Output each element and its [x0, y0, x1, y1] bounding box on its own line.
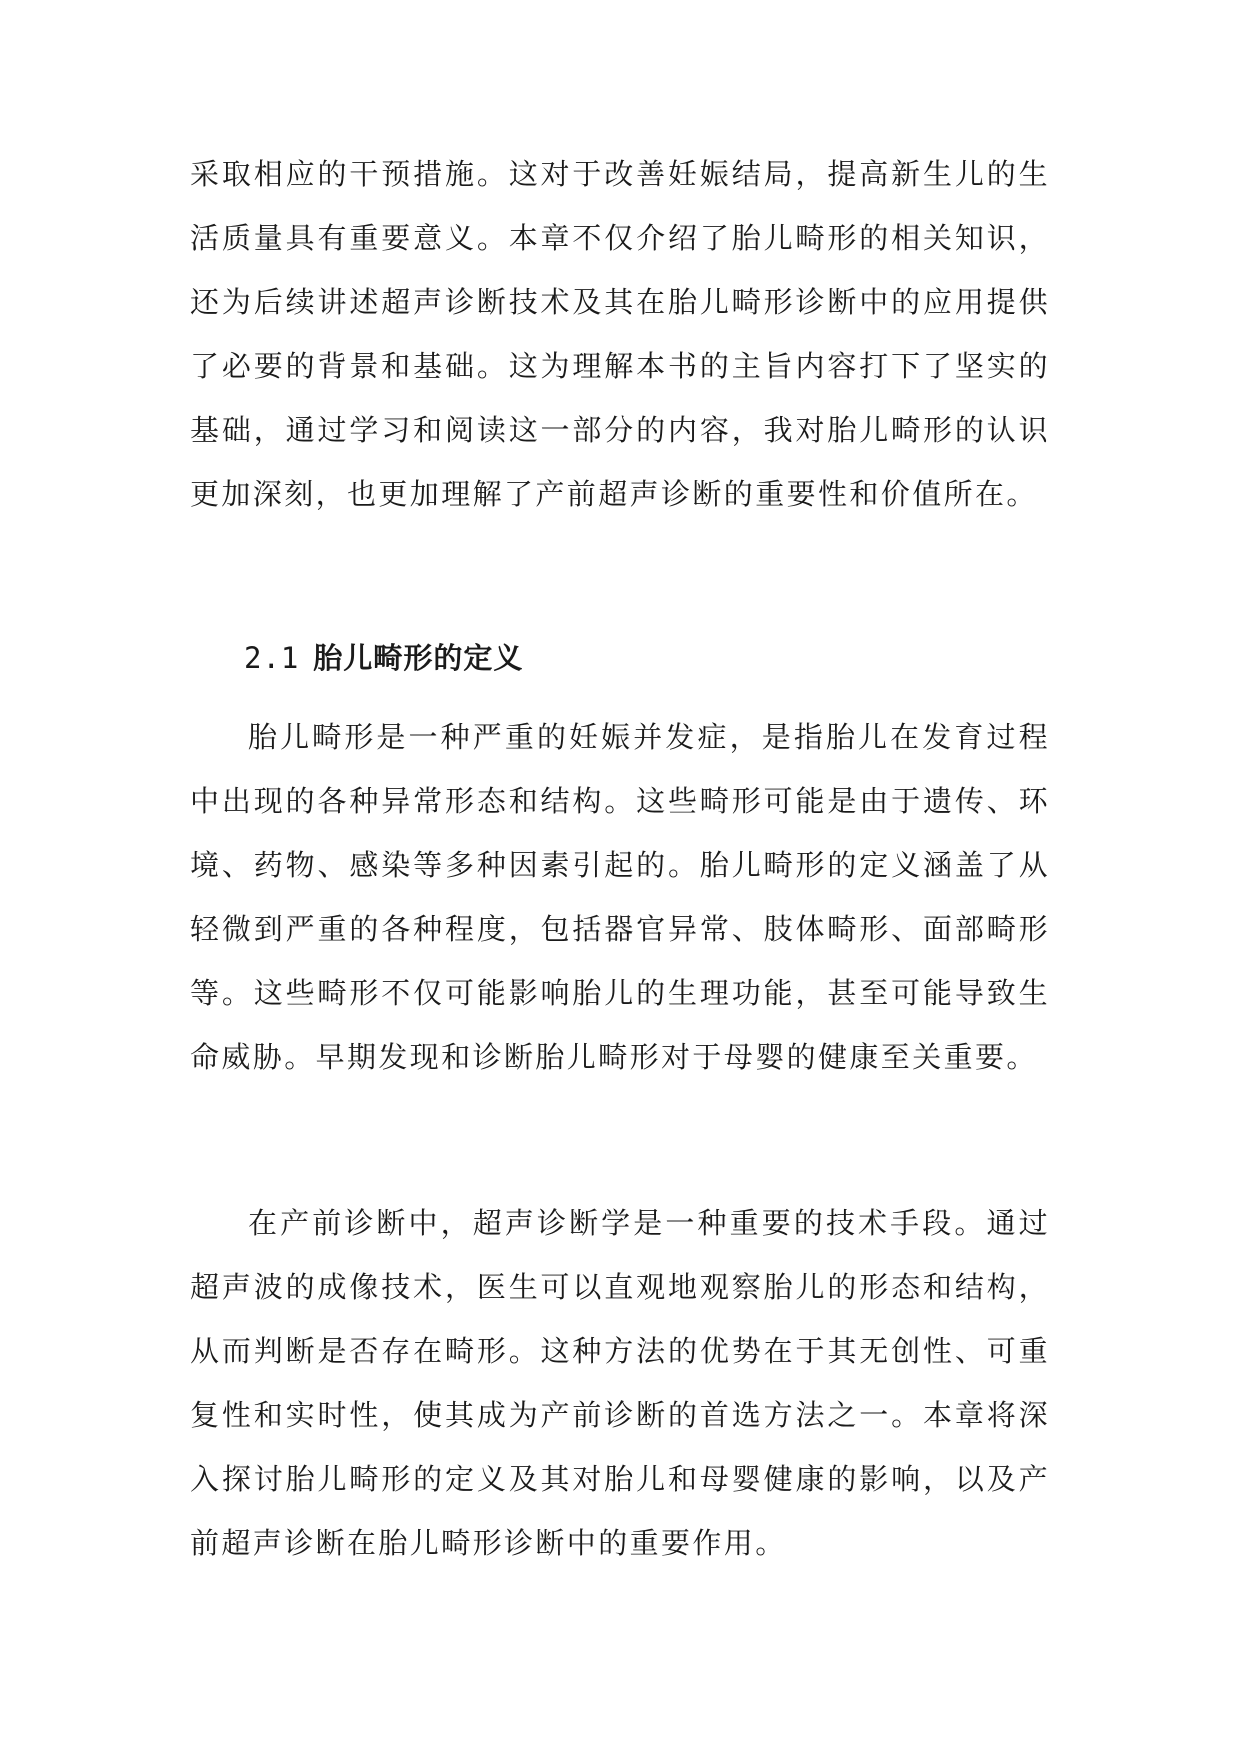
body-paragraph-definition: 胎儿畸形是一种严重的妊娠并发症，是指胎儿在发育过程中出现的各种异常形态和结构。这些畸形可能是由于遗传、环境、药物、感染等多种因素引起的。胎儿畸形的定义涵盖了从轻微到严重的各种程度，包括器官异常、肢体畸形、面部畸形等。这些畸形不仅可能影响胎儿的生理功能，甚至可能导致生命威胁。早期发现和诊断胎儿畸形对于母婴的健康至关重要。	[190, 720, 1050, 1074]
section-heading	[244, 626, 523, 690]
continued-paragraph: 采取相应的干预措施。这对于改善妊娠结局，提高新生儿的生活质量具有重要意义。本章不仅介绍了胎儿畸形的相关知识，还为后续讲述超声诊断技术及其在胎儿畸形诊断中的应用提供了必要的背景和基础。这为理解本书的主旨内容打下了坚实的基础，通过学习和阅读这一部分的内容，我对胎儿畸形的认识更加深刻，也更加理解了产前超声诊断的重要性和价值所在。	[190, 157, 1050, 511]
section-title: 胎儿畸形的定义	[313, 641, 524, 675]
body-paragraph-ultrasound: 在产前诊断中，超声诊断学是一种重要的技术手段。通过超声波的成像技术，医生可以直观地观察胎儿的形态和结构，从而判断是否存在畸形。这种方法的优势在于其无创性、可重复性和实时性，使其成为产前诊断的首选方法之一。本章将深入探讨胎儿畸形的定义及其对胎儿和母婴健康的影响，以及产前超声诊断在胎儿畸形诊断中的重要作用。	[190, 1206, 1050, 1560]
section-number: 2.1	[244, 641, 300, 675]
